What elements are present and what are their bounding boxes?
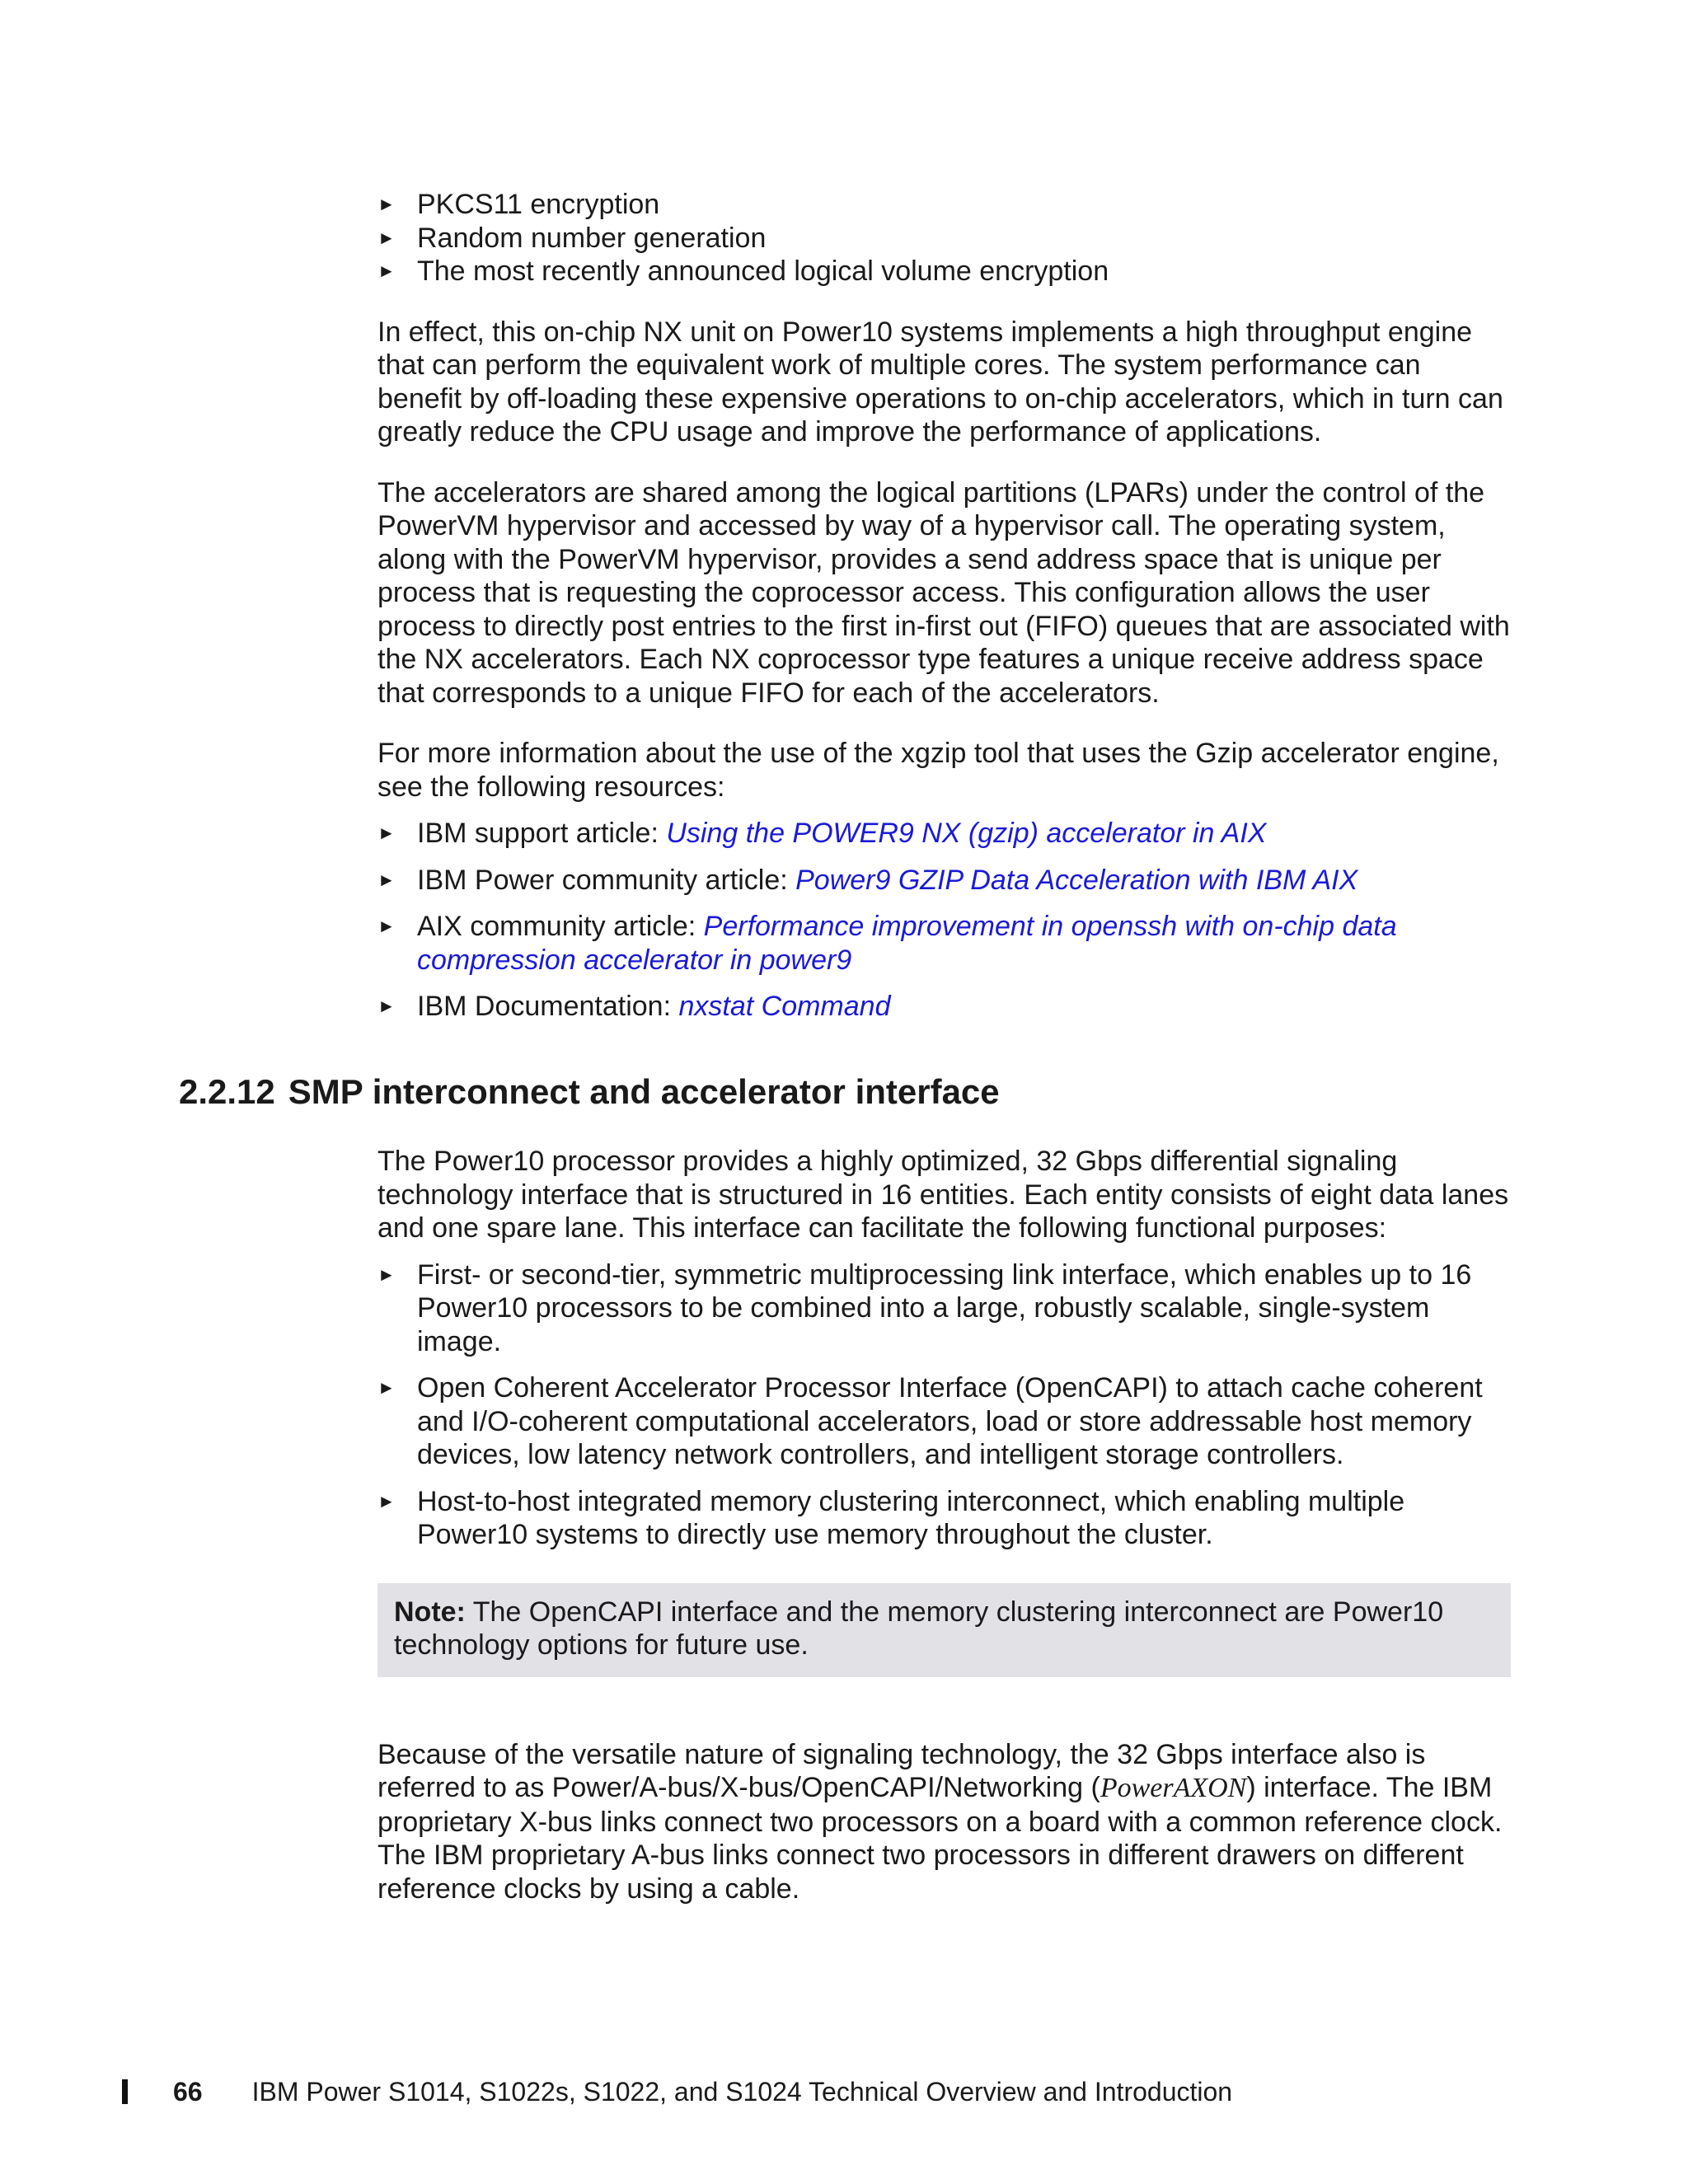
purposes-list <box>377 1258 1511 1552</box>
body-upper <box>377 188 1511 1024</box>
resource-link[interactable]: Performance improvement in openssh with on-chip data compression accelerator in power9 <box>417 911 1397 976</box>
list-item: ► The most recently announced logical volume encryption <box>377 255 1109 287</box>
bullet-icon: ► <box>377 260 396 281</box>
note-box <box>377 1583 1511 1677</box>
section-number: 2.2.12 <box>179 1072 275 1111</box>
list-item: ► IBM support article: Using the POWER9 NX (gzip) accelerator in AIX <box>377 818 1267 849</box>
bullet-icon: ► <box>377 227 396 248</box>
list-item: ► Random number generation <box>377 222 767 254</box>
bullet-icon: ► <box>377 1377 396 1398</box>
list-item: ► PKCS11 encryption <box>377 189 660 220</box>
paragraph: The accelerators are shared among the logical partitions (LPARs) under the control of the PowerVM hypervisor and accessed by way of a hypervisor call. The operating system, along with the PowerVM hypervisor, provides a send address space that is unique per process that is requesting the coprocessor access. This configuration allows the user process to directly post entries to the first in-first out (FIFO) queues that are associated with the NX accelerators. Each NX coprocessor type features a unique receive address space that corresponds to a unique FIFO for each of the accelerators. <box>377 476 1510 709</box>
resources-list <box>377 817 1511 1024</box>
bullet-icon: ► <box>377 869 396 890</box>
bullet-icon: ► <box>377 1490 396 1511</box>
note-text: The OpenCAPI interface and the memory clustering interconnect are Power10 technology options for future use. <box>394 1596 1444 1661</box>
section-title: SMP interconnect and accelerator interface <box>288 1072 1000 1111</box>
paragraph: For more information about the use of the xgzip tool that uses the Gzip accelerator engine, see the following resources: <box>377 738 1499 803</box>
paragraph: Because of the versatile nature of signaling technology, the 32 Gbps interface also is referred to as Power/A-bus/X-bus/OpenCAPI/Networking (PowerAXON) interface. The IBM proprietary X-bus links connect two processors on a board with a common reference clock. The IBM proprietary A-bus links connect two processors in different drawers on different reference clocks by using a cable. <box>377 1738 1503 1905</box>
body-lower <box>377 1145 1511 1905</box>
bullet-icon: ► <box>377 996 396 1016</box>
list-item: ► AIX community article: Performance improvement in openssh with on-chip data compression accelerator in power9 <box>377 911 1397 976</box>
list-item: ► Host-to-host integrated memory clustering interconnect, which enabling multiple Power10 systems to directly use memory throughout the cluster. <box>377 1485 1405 1550</box>
note-label: Note: <box>394 1596 466 1628</box>
change-bar <box>122 2079 128 2104</box>
resource-link[interactable]: Using the POWER9 NX (gzip) accelerator in AIX <box>666 818 1267 849</box>
page-number: 66 <box>173 2077 203 2107</box>
bullet-icon: ► <box>377 194 396 214</box>
resource-link[interactable]: nxstat Command <box>678 991 891 1022</box>
bullet-icon: ► <box>377 823 396 843</box>
list-item: ► IBM Documentation: nxstat Command <box>377 991 891 1022</box>
footer-title: IBM Power S1014, S1022s, S1022, and S1024 Technical Overview and Introduction <box>251 2077 1233 2107</box>
list-item: ► Open Coherent Accelerator Processor Interface (OpenCAPI) to attach cache coherent and I/O-coherent computational accelerators, load or store addressable host memory devices, low latency network controllers, and intelligent storage controllers. <box>377 1372 1483 1470</box>
paragraph: In effect, this on-chip NX unit on Power10 systems implements a high throughput engine that can perform the equivalent work of multiple cores. The system performance can benefit by off-loading these expensive operations to on-chip accelerators, which in turn can greatly reduce the CPU usage and improve the performance of applications. <box>377 316 1503 448</box>
bullet-icon: ► <box>377 916 396 936</box>
list-item: ► IBM Power community article: Power9 GZIP Data Acceleration with IBM AIX <box>377 864 1358 896</box>
encryption-list <box>377 188 1511 288</box>
section-heading <box>179 1071 1000 1113</box>
poweraxon-term: PowerAXON <box>1100 1773 1247 1803</box>
page-footer <box>122 2075 1232 2108</box>
resource-link[interactable]: Power9 GZIP Data Acceleration with IBM AIX <box>795 864 1358 896</box>
paragraph: The Power10 processor provides a highly optimized, 32 Gbps differential signaling technology interface that is structured in 16 entities. Each entity consists of eight data lanes and one spare lane. This interface can facilitate the following functional purposes: <box>377 1146 1509 1244</box>
bullet-icon: ► <box>377 1263 396 1285</box>
list-item: ► First- or second-tier, symmetric multiprocessing link interface, which enables up to 16 Power10 processors to be combined into a large, robustly scalable, single-system image. <box>377 1258 1472 1357</box>
